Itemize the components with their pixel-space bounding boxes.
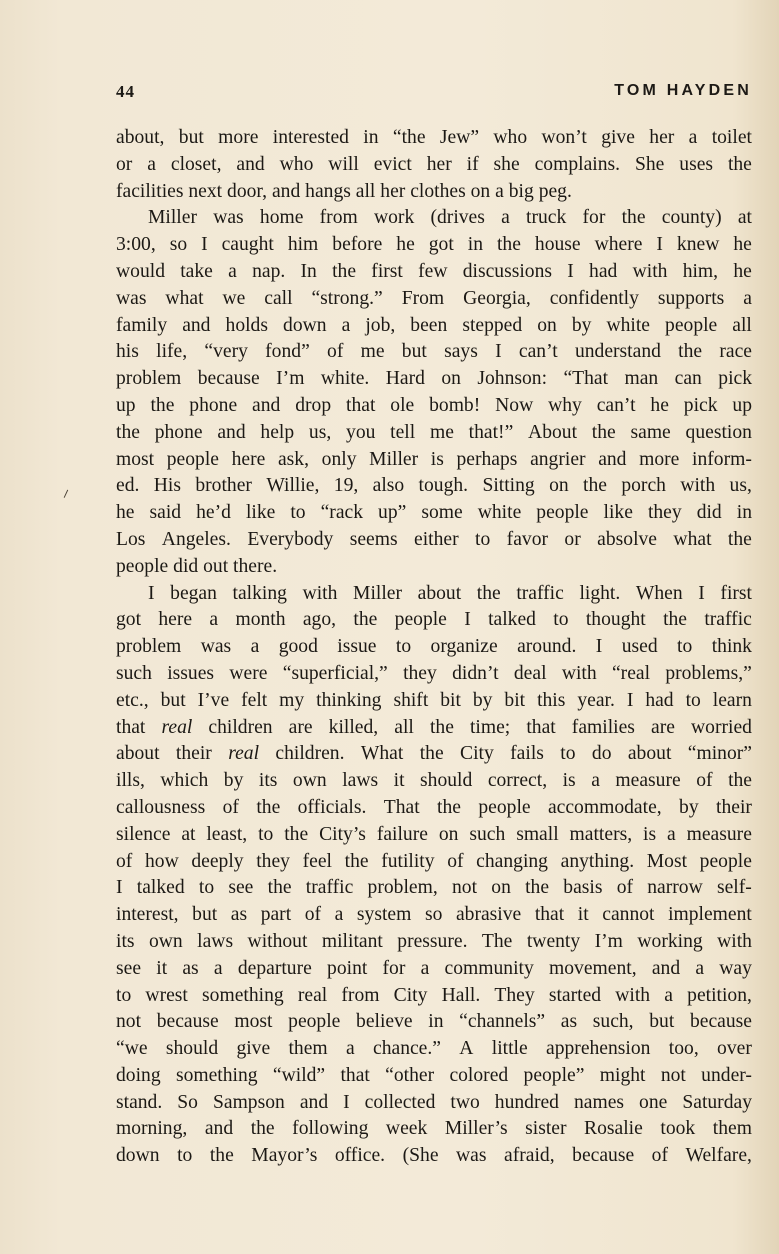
text-line: callousness of the officials. That the people accommodate, by their [116,796,752,818]
text-line: most people here ask, only Miller is perhaps angrier and more inform- [116,448,752,470]
text-line: problem was a good issue to organize around. I used to think [116,636,752,658]
text-line: or a closet, and who will evict her if she complains. She uses the [116,153,752,175]
text-line: facilities next door, and hangs all her clothes on a big peg. [116,180,572,202]
text-line: would take a nap. In the first few discussions I had with him, he [116,260,752,282]
text-line: ills, which by its own laws it should correct, is a measure of the [116,770,752,792]
running-head: TOM HAYDEN [614,82,752,99]
text-line: problem because I’m white. Hard on Johnson: “That man can pick [116,368,752,390]
text-line: to wrest something real from City Hall. They started with a petition, [116,984,752,1006]
text-line: I talked to see the traffic problem, not on the basis of narrow self- [116,877,752,899]
text-line: his life, “very fond” of me but says I can’t understand the race [116,341,752,363]
text-line: etc., but I’ve felt my thinking shift bit by bit this year. I had to learn [116,689,752,711]
page-header [116,82,752,106]
text-line: see it as a departure point for a community movement, and a way [116,957,752,979]
text-line: ed. His brother Willie, 19, also tough. Sitting on the porch with us, [116,475,752,497]
text-line: morning, and the following week Miller’s sister Rosalie took them [116,1118,752,1140]
text-line: I began talking with Miller about the traffic light. When I first [148,582,752,604]
text-line: that real children are killed, all the time; that families are worried [116,716,752,738]
text-line: about their real children. What the City fails to do about “minor” [116,743,752,765]
text-line: “we should give them a chance.” A little apprehension too, over [116,1038,752,1060]
page-number: 44 [116,82,135,101]
text-line: was what we call “strong.” From Georgia, confidently supports a [116,287,752,309]
text-line: interest, but as part of a system so abrasive that it cannot implement [116,904,752,926]
text-line: Los Angeles. Everybody seems either to favor or absolve what the [116,528,752,550]
text-line: silence at least, to the City’s failure on such small matters, is a measure [116,823,752,845]
text-line: got here a month ago, the people I talked to thought the traffic [116,609,752,631]
text-line: up the phone and drop that ole bomb! Now why can’t he pick up [116,394,752,416]
text-line: stand. So Sampson and I collected two hundred names one Saturday [116,1091,752,1113]
text-line: down to the Mayor’s office. (She was afraid, because of Welfare, [116,1145,752,1167]
text-line: family and holds down a job, been stepped on by white people all [116,314,752,336]
text-line: about, but more interested in “the Jew” who won’t give her a toilet [116,127,752,148]
text-line: its own laws without militant pressure. The twenty I’m working with [116,930,752,952]
text-line: people did out there. [116,555,278,577]
margin-pencil-mark: ⸝ [56,479,73,501]
text-line: doing something “wild” that “other colored people” might not under- [116,1064,752,1086]
body-text [116,125,752,1170]
text-line: he said he’d like to “rack up” some white people like they did in [116,502,752,524]
text-line: of how deeply they feel the futility of changing anything. Most people [116,850,752,872]
text-line: the phone and help us, you tell me that!” About the same question [116,421,752,443]
text-line: not because most people believe in “channels” as such, but because [116,1011,752,1033]
text-line: 3:00, so I caught him before he got in the house where I knew he [116,234,752,256]
text-line: Miller was home from work (drives a truck for the county) at [148,207,752,229]
text-line: such issues were “superficial,” they didn’t deal with “real problems,” [116,662,752,684]
